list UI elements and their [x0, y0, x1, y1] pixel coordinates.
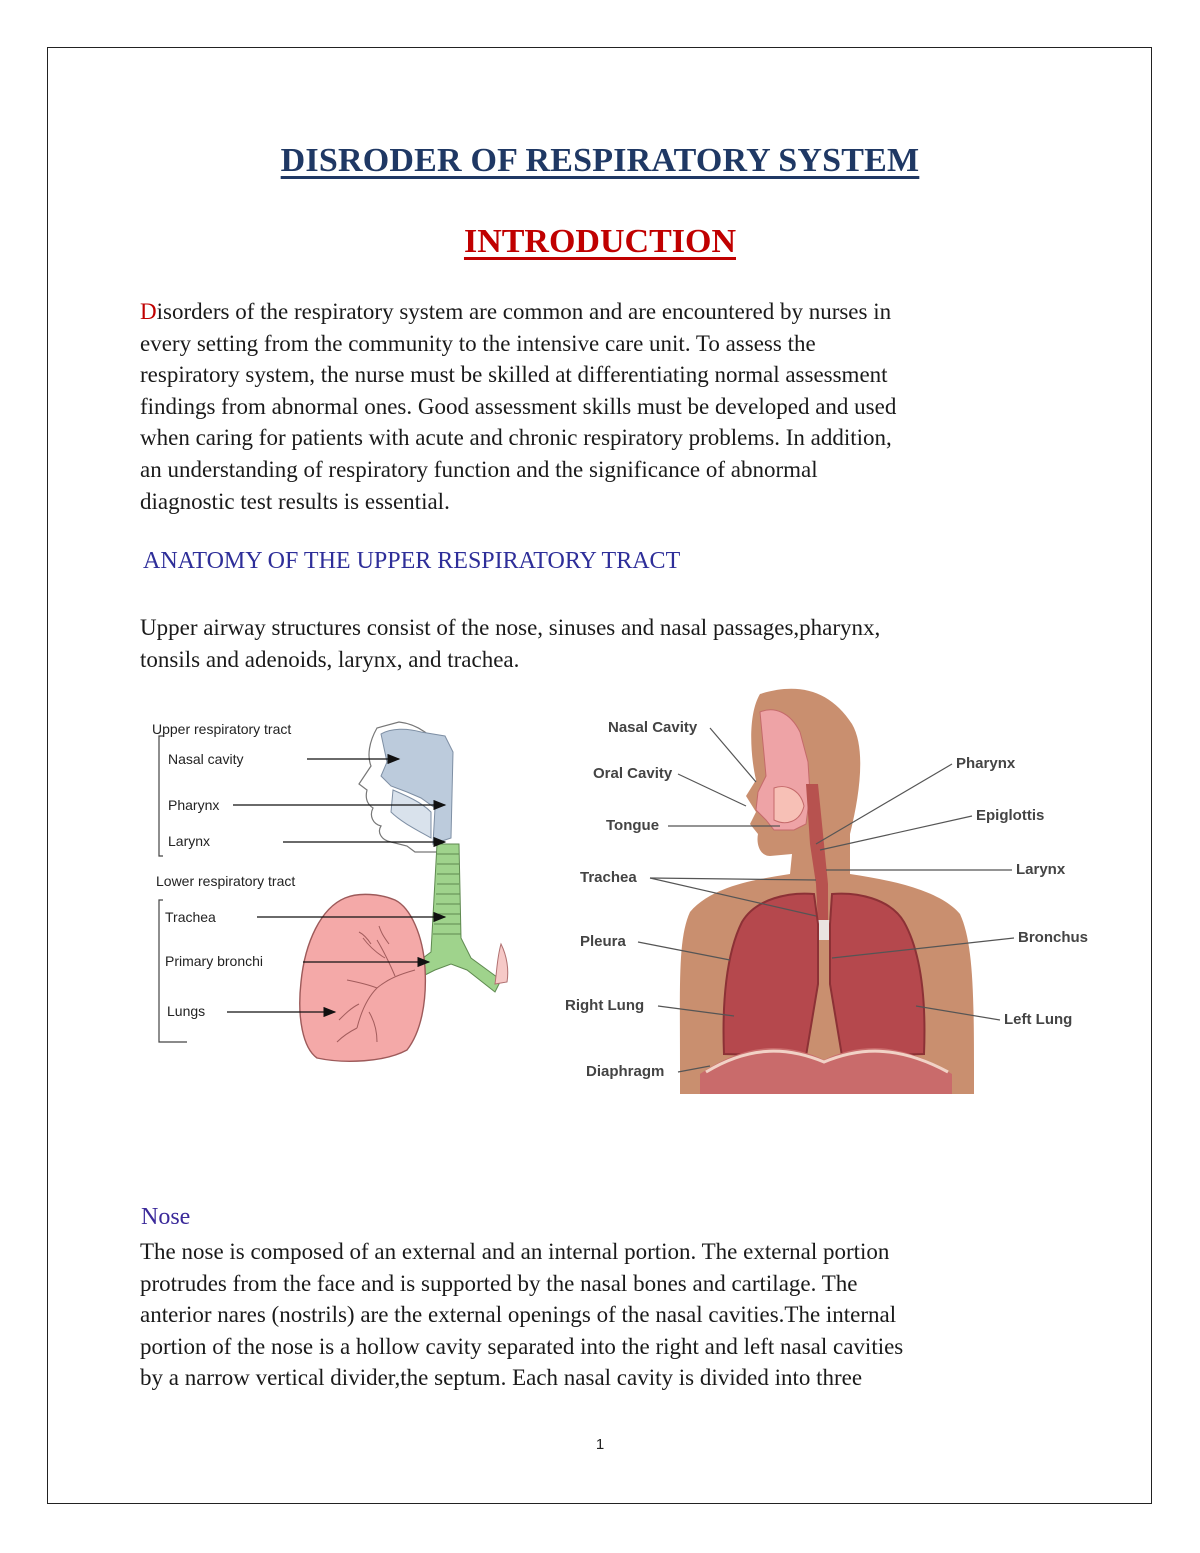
- trachea-label: Trachea: [165, 909, 216, 925]
- anatomy-paragraph: [140, 612, 1070, 675]
- pharynx-label: Pharynx: [168, 797, 220, 813]
- paragraph-line: tonsils and adenoids, larynx, and trachea.: [140, 646, 520, 672]
- nasal-cavity-label: Nasal cavity: [168, 751, 244, 767]
- left-labels: [565, 719, 698, 1080]
- lung-shape: [300, 894, 426, 1061]
- anatomy-heading: ANATOMY OF THE UPPER RESPIRATORY TRACT: [143, 548, 681, 574]
- tongue-callout: Tongue: [606, 817, 660, 834]
- paragraph-line: respiratory system, the nurse must be skilled at differentiating normal assessment: [140, 362, 888, 388]
- pharynx-callout: Pharynx: [956, 755, 1016, 772]
- nasal-cavity-callout: Nasal Cavity: [608, 719, 698, 736]
- paragraph-line: when caring for patients with acute and chronic respiratory problems. In addition,: [140, 425, 892, 451]
- bronchus-callout: Bronchus: [1018, 929, 1089, 946]
- primary-bronchi-label: Primary bronchi: [165, 953, 264, 969]
- paragraph-line: by a narrow vertical divider,the septum. Each nasal cavity is divided into three: [140, 1365, 863, 1391]
- paragraph-line: diagnostic test results is essential.: [140, 488, 450, 514]
- right-lung-callout: Right Lung: [565, 997, 645, 1014]
- respiratory-tract-diagram: [145, 712, 515, 1072]
- line-text: isorders of the respiratory system are common and are encountered by nurses in: [156, 299, 892, 324]
- upper-tract-label: Upper respiratory tract: [152, 721, 292, 737]
- lungs-label: Lungs: [167, 1003, 206, 1019]
- right-labels: [956, 755, 1088, 1028]
- upper-bracket: [159, 736, 163, 856]
- paragraph-line: The nose is composed of an external and an internal portion. The external portion: [140, 1239, 890, 1264]
- diaphragm-callout: Diaphragm: [586, 1063, 665, 1080]
- page-number: 1: [595, 1436, 605, 1453]
- larynx-callout: Larynx: [1016, 861, 1066, 878]
- left-lung-edge-shape: [495, 944, 508, 984]
- pleura-callout: Pleura: [580, 933, 626, 950]
- introduction-paragraph: [140, 296, 1070, 517]
- drop-letter: D: [140, 299, 157, 324]
- oral-cavity-callout: Oral Cavity: [593, 765, 673, 782]
- paragraph-line: an understanding of respiratory function and the significance of abnormal: [140, 456, 818, 482]
- epiglottis-callout: Epiglottis: [976, 807, 1045, 824]
- lower-tract-label: Lower respiratory tract: [156, 873, 296, 889]
- nose-heading: Nose: [141, 1204, 191, 1230]
- paragraph-line: Upper airway structures consist of the nose, sinuses and nasal passages,pharynx,: [140, 615, 881, 640]
- paragraph-line: findings from abnormal ones. Good assessment skills must be developed and used: [140, 393, 897, 419]
- larynx-label: Larynx: [168, 833, 211, 849]
- trachea-callout: Trachea: [580, 869, 637, 886]
- introduction-heading: INTRODUCTION: [463, 223, 737, 260]
- paragraph-line: portion of the nose is a hollow cavity separated into the right and left nasal cavities: [140, 1333, 904, 1359]
- respiratory-anatomy-illustration: [560, 684, 1110, 1104]
- paragraph-line: [140, 296, 1070, 328]
- paragraph-line: anterior nares (nostrils) are the external openings of the nasal cavities.The internal: [140, 1302, 897, 1328]
- left-lung-callout: Left Lung: [1004, 1011, 1073, 1028]
- paragraph-line: protrudes from the face and is supported by the nasal bones and cartilage. The: [140, 1270, 858, 1296]
- nose-paragraph: [140, 1236, 1070, 1394]
- document-title: DISRODER OF RESPIRATORY SYSTEM: [280, 142, 920, 179]
- paragraph-line: every setting from the community to the intensive care unit. To assess the: [140, 330, 816, 356]
